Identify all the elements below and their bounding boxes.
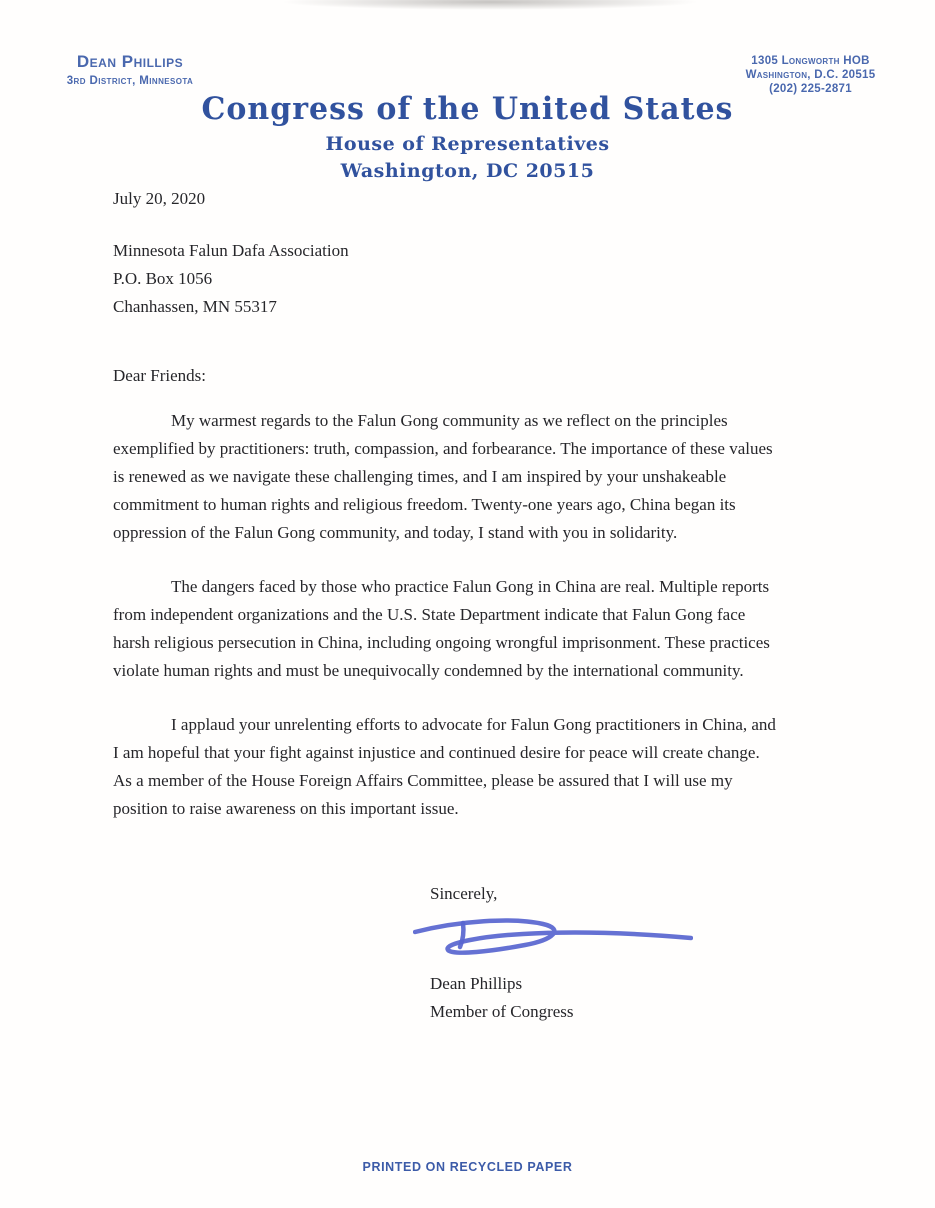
signer-name: Dean Phillips <box>430 974 523 993</box>
paragraph-2 <box>113 573 865 685</box>
congress-city: Washington, DC 20515 <box>340 160 595 182</box>
letter-date: July 20, 2020 <box>113 189 206 208</box>
recipient-po-box: P.O. Box 1056 <box>113 269 213 288</box>
letterhead-office-block <box>718 54 903 96</box>
closing-block <box>430 880 865 1026</box>
office-phone: (202) 225-2871 <box>769 83 852 95</box>
salutation: Dear Friends: <box>113 366 207 385</box>
paragraph-line: My warmest regards to the Falun Gong community as we reflect on the principles <box>171 411 728 430</box>
letterhead-member-block <box>30 52 230 87</box>
paragraph-line: position to raise awareness on this important issue. <box>113 799 459 818</box>
congress-chamber: House of Representatives <box>325 133 610 155</box>
paragraph-line: violate human rights and must be unequivocally condemned by the international community. <box>113 661 744 680</box>
paragraph-line: I am hopeful that your fight against injustice and continued desire for peace will create change. <box>113 743 760 762</box>
paragraph-line: As a member of the House Foreign Affairs Committee, please be assured that I will use my <box>113 771 733 790</box>
letter-body <box>113 185 865 1026</box>
scan-artifact <box>280 0 700 10</box>
signer-title: Member of Congress <box>430 1002 574 1021</box>
paragraph-line: commitment to human rights and religious freedom. Twenty-one years ago, China began its <box>113 495 736 514</box>
paragraph-line: is renewed as we navigate these challenging times, and I am inspired by your unshakeable <box>113 467 727 486</box>
member-district: 3rd District, Minnesota <box>66 75 194 87</box>
paragraph-line: I applaud your unrelenting efforts to advocate for Falun Gong practitioners in China, and <box>171 715 776 734</box>
paragraph-line: oppression of the Falun Gong community, and today, I stand with you in solidarity. <box>113 523 678 542</box>
recycled-paper-notice: PRINTED ON RECYCLED PAPER <box>362 1160 573 1174</box>
paragraph-line: harsh religious persecution in China, including ongoing wrongful imprisonment. These practices <box>113 633 770 652</box>
letterhead-congress-block <box>0 92 935 182</box>
handwritten-signature <box>413 914 693 962</box>
office-address-line1: 1305 Longworth HOB <box>751 55 870 67</box>
congress-title: Congress of the United States <box>201 91 734 128</box>
office-address-line2: Washington, D.C. 20515 <box>745 69 876 81</box>
closing-word: Sincerely, <box>430 884 498 903</box>
recipient-address-block <box>113 237 865 321</box>
recipient-name: Minnesota Falun Dafa Association <box>113 241 349 260</box>
paragraph-line: The dangers faced by those who practice Falun Gong in China are real. Multiple reports <box>171 577 770 596</box>
paragraph-1 <box>113 407 865 547</box>
paragraph-3 <box>113 711 865 823</box>
paragraph-line: exemplified by practitioners: truth, compassion, and forbearance. The importance of these values <box>113 439 773 458</box>
recipient-city-state-zip: Chanhassen, MN 55317 <box>113 297 277 316</box>
member-name: Dean Phillips <box>76 52 184 71</box>
paragraph-line: from independent organizations and the U.S. State Department indicate that Falun Gong face <box>113 605 746 624</box>
